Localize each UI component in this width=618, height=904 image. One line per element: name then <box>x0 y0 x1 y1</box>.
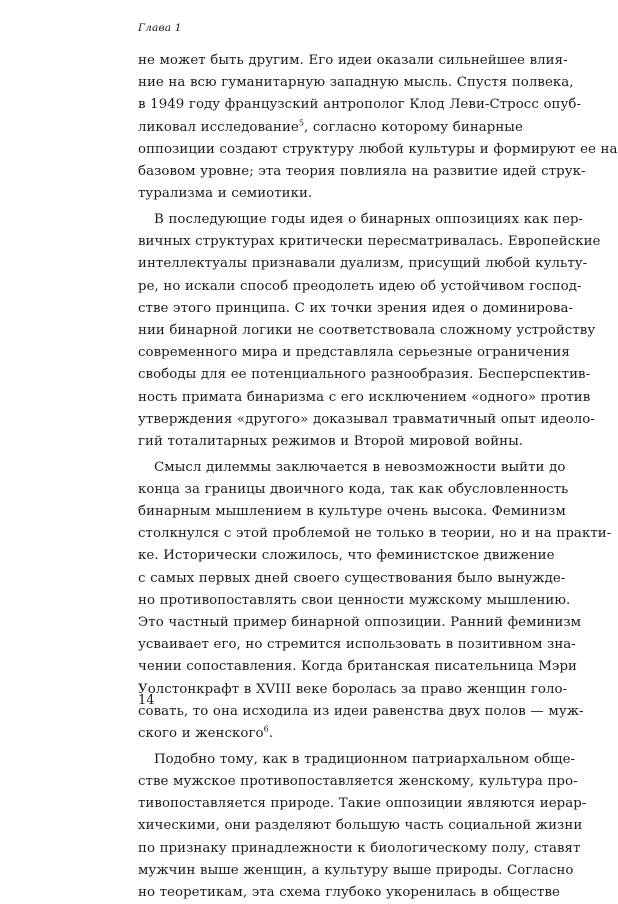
text-line: конца за границы двоичного кода, так как обусловленность <box>138 481 569 497</box>
text-line: но теоретикам, эта схема глубоко укоренилась в обществе <box>138 885 560 901</box>
text-line: Это частный пример бинарной оппозиции. Ранний феминизм <box>138 615 582 631</box>
text-line: ность примата бинаризма с его исключением «одного» против <box>138 389 591 405</box>
paragraph <box>138 50 618 205</box>
paragraph <box>138 457 612 746</box>
text-fragment: ского и женского <box>138 726 264 742</box>
text-line: но противопоставлять свои ценности мужскому мышлению. <box>138 592 571 608</box>
running-head: Глава 1 <box>138 22 182 34</box>
text-line: Подобно тому, как в традиционном патриархальном обще- <box>154 751 576 767</box>
paragraph <box>138 209 601 453</box>
text-fragment: . <box>268 726 274 742</box>
text-line: не может быть другим. Его идеи оказали сильнейшее влия- <box>138 53 568 68</box>
text-line: свободы для ее потенциального разнообразия. Бесперспектив- <box>138 367 591 383</box>
text-line: вичных структурах критически пересматривалась. Европейские <box>138 234 601 250</box>
text-line: Смысл дилеммы заключается в невозможности выйти до <box>154 459 566 475</box>
text-line: нии бинарной логики не соответствовала сложному устройству <box>138 322 596 338</box>
text-fragment: , согласно которому бинарные <box>304 119 523 135</box>
text-line: ние на всю гуманитарную западную мысль. Спустя полвека, <box>138 75 574 91</box>
text-line: оппозиции создают структуру любой культуры и формируют ее на <box>138 141 618 157</box>
text-line: стве этого принципа. С их точки зрения идея о доминирова- <box>138 300 574 316</box>
paragraph <box>138 749 587 904</box>
text-line: мужчин выше женщин, а культуру выше природы. Согласно <box>138 862 574 878</box>
text-line: хическими, они разделяют большую часть социальной жизни <box>138 818 583 834</box>
text-line: гий тоталитарных режимов и Второй мировой войны. <box>138 433 524 449</box>
body-text <box>138 50 618 904</box>
footnote-ref: 6 <box>263 724 269 734</box>
text-line: усваивает его, но стремится использовать в позитивном зна- <box>138 637 576 653</box>
text-line: современного мира и представляла серьезные ограничения <box>138 345 570 361</box>
text-line: Уолстонкрафт в XVIII веке боролась за право женщин голо- <box>138 681 568 697</box>
text-line: тивопоставляется природе. Такие оппозиции являются иерар- <box>138 796 587 812</box>
text-line: по признаку принадлежности к биологическому полу, ставят <box>138 840 581 856</box>
text-line: базовом уровне; эта теория повлияла на развитие идей струк- <box>138 164 586 180</box>
text-line: интеллектуалы признавали дуализм, присущий любой культу- <box>138 256 588 272</box>
text-line: ре, но искали способ преодолеть идею об устойчивом господ- <box>138 278 582 294</box>
footnote-ref: 5 <box>298 118 304 128</box>
text-line <box>138 117 523 139</box>
text-line: турализма и семиотики. <box>138 186 313 202</box>
text-line: ке. Исторически сложилось, что феминистское движение <box>138 548 555 564</box>
text-line: стве мужское противопоставляется женскому, культура про- <box>138 774 578 789</box>
text-line: В последующие годы идея о бинарных оппозициях как пер- <box>154 211 584 227</box>
text-fragment: ликовал исследование <box>138 119 299 135</box>
text-line: столкнулся с этой проблемой не только в теории, но и на практи- <box>138 526 612 542</box>
text-line: совать, то она исходила из идеи равенства двух полов — муж- <box>138 703 584 719</box>
page-number: 14 <box>138 693 155 708</box>
text-line: в 1949 году французский антрополог Клод Леви-Стросс опуб- <box>138 97 582 113</box>
text-line: бинарным мышлением в культуре очень высока. Феминизм <box>138 504 566 520</box>
text-line <box>138 723 515 745</box>
text-line: утверждения «другого» доказывал травматичный опыт идеоло- <box>138 411 595 427</box>
text-line: чении сопоставления. Когда британская писательница Мэри <box>138 659 577 675</box>
text-line: с самых первых дней своего существования было вынужде- <box>138 570 566 586</box>
